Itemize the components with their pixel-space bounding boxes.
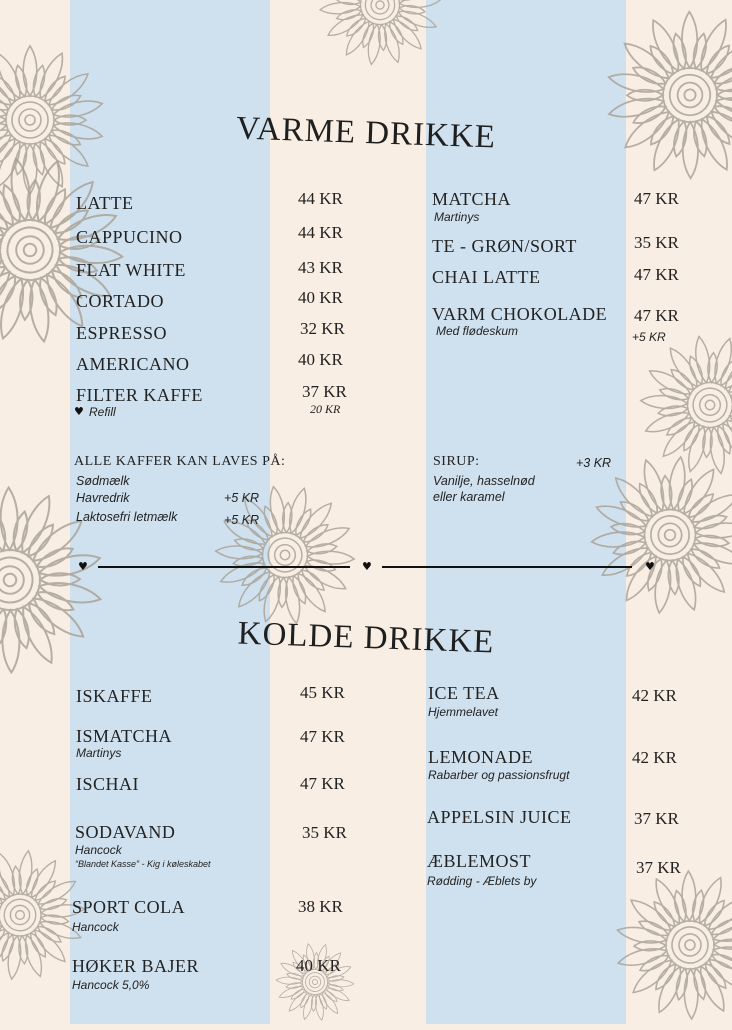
menu-item-price: 47 KR bbox=[300, 774, 345, 793]
menu-item-price: 43 KR bbox=[298, 258, 343, 277]
menu-item-note-price: 20 KR bbox=[310, 402, 341, 416]
milk-option: Laktosefri letmælk bbox=[76, 510, 178, 524]
heart-icon: ♥ bbox=[74, 405, 84, 418]
menu-item-price: 45 KR bbox=[300, 683, 345, 702]
menu-item-name: FLAT WHITE bbox=[76, 260, 186, 280]
menu-item-name: CAPPUCINO bbox=[76, 227, 183, 247]
menu-item-price: 35 KR bbox=[634, 233, 679, 252]
menu-item-name: SPORT COLA bbox=[72, 897, 186, 917]
menu-item-name: TE - GRØN/SORT bbox=[432, 236, 577, 256]
milk-option: Sødmælk bbox=[76, 474, 130, 488]
menu-item-name: LEMONADE bbox=[428, 747, 533, 767]
menu-item-sub: Hancock bbox=[72, 920, 119, 934]
menu-item-sub-note: “Blandet Kasse” - Kig i køleskabet bbox=[75, 859, 211, 869]
menu-item-name: CORTADO bbox=[76, 291, 164, 311]
menu-item-price: 47 KR bbox=[634, 306, 679, 325]
menu-item-price: 42 KR bbox=[632, 686, 677, 705]
menu-item-sub: Martinys bbox=[434, 210, 480, 224]
menu-item-name: CHAI LATTE bbox=[432, 267, 541, 287]
menu-item-sub: Hancock 5,0% bbox=[72, 978, 150, 992]
menu-item-price: 44 KR bbox=[298, 189, 343, 208]
menu-item-name: VARM CHOKOLADE bbox=[432, 304, 608, 324]
menu-item-price: 44 KR bbox=[298, 223, 343, 242]
menu-item-price: 37 KR bbox=[636, 858, 681, 877]
milk-option: Havredrik bbox=[76, 491, 130, 505]
menu-item-name: SODAVAND bbox=[75, 822, 176, 842]
menu-item-name: ICE TEA bbox=[428, 683, 500, 703]
syrup-flavours: Vanilje, hasselnød bbox=[433, 474, 535, 488]
menu-item-extra-price: +5 KR bbox=[632, 330, 666, 344]
hot-drinks-title: VARME DRIKKE bbox=[235, 110, 497, 156]
menu-item-name: ISKAFFE bbox=[76, 686, 153, 706]
sunflower-icon bbox=[260, 940, 370, 1024]
menu-item-note: Refill bbox=[89, 405, 116, 419]
menu-item-name: FILTER KAFFE bbox=[76, 385, 203, 405]
menu-item-sub: Rabarber og passionsfrugt bbox=[428, 768, 570, 782]
menu-item-name: ISMATCHA bbox=[76, 726, 173, 746]
syrup-label: SIRUP: bbox=[433, 454, 480, 469]
section-divider bbox=[98, 566, 350, 568]
menu-item-price: 42 KR bbox=[632, 748, 677, 767]
menu-item-name: ESPRESSO bbox=[76, 323, 168, 343]
menu-item-sub: Hancock bbox=[75, 843, 122, 857]
sunflower-icon bbox=[0, 150, 130, 350]
section-divider bbox=[382, 566, 632, 568]
menu-item-price: 38 KR bbox=[298, 897, 343, 916]
sunflower-icon bbox=[300, 0, 460, 70]
menu-item-price: 37 KR bbox=[634, 809, 679, 828]
milk-options-label: ALLE KAFFER KAN LAVES PÅ: bbox=[74, 454, 286, 469]
heart-icon: ♥ bbox=[78, 560, 88, 573]
sunflower-icon bbox=[580, 450, 732, 620]
menu-item-name: APPELSIN JUICE bbox=[427, 807, 572, 827]
menu-item-price: 47 KR bbox=[634, 189, 679, 208]
heart-icon: ♥ bbox=[362, 560, 372, 573]
syrup-price: +3 KR bbox=[576, 456, 612, 470]
menu-item-price: 35 KR bbox=[302, 823, 347, 842]
menu-item-name: AMERICANO bbox=[76, 354, 190, 374]
menu-item-price: 40 KR bbox=[298, 350, 343, 369]
menu-item-sub: Med flødeskum bbox=[436, 324, 519, 338]
menu-item-sub: Hjemmelavet bbox=[428, 705, 499, 719]
menu-item-name: LATTE bbox=[76, 193, 134, 213]
menu-item-price: 37 KR bbox=[302, 382, 347, 401]
menu-item-sub: Martinys bbox=[76, 746, 122, 760]
menu-item-name: ISCHAI bbox=[76, 774, 140, 794]
menu-item-price: 40 KR bbox=[296, 956, 341, 975]
cold-drinks-title: KOLDE DRIKKE bbox=[237, 615, 495, 661]
syrup-flavours: eller karamel bbox=[433, 490, 505, 504]
menu-item-price: 47 KR bbox=[634, 265, 679, 284]
menu-item-name: HØKER BAJER bbox=[72, 956, 200, 976]
menu-item-name: MATCHA bbox=[432, 189, 512, 209]
milk-option-price: +5 KR bbox=[224, 491, 260, 505]
heart-icon: ♥ bbox=[645, 560, 655, 573]
sunflower-icon bbox=[610, 860, 732, 1030]
menu-item-price: 40 KR bbox=[298, 288, 343, 307]
menu-item-price: 47 KR bbox=[300, 727, 345, 746]
menu-item-name: ÆBLEMOST bbox=[427, 851, 532, 871]
menu-item-price: 32 KR bbox=[300, 319, 345, 338]
milk-option-price: +5 KR bbox=[224, 513, 260, 527]
menu-item-sub: Rødding - Æblets by bbox=[427, 874, 537, 888]
